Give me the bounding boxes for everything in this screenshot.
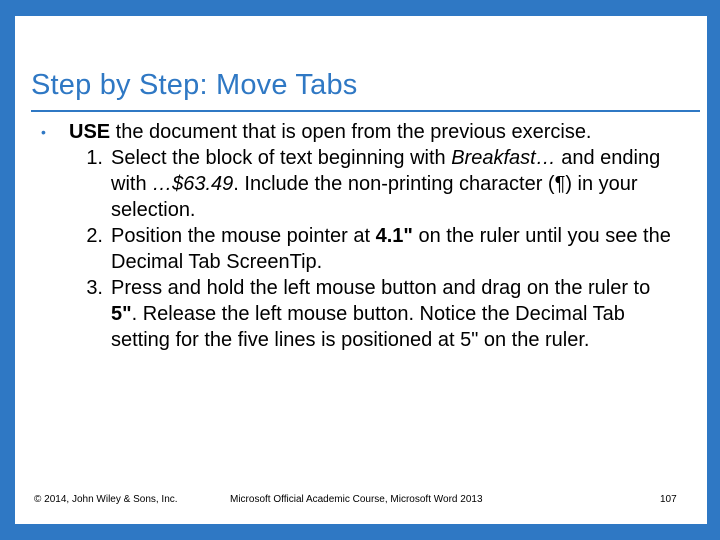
footer-course: Microsoft Official Academic Course, Microsoft Word 2013 <box>230 494 483 505</box>
title-divider <box>31 110 700 112</box>
step-list <box>29 145 679 353</box>
step-text-part: . Release the left mouse button. Notice the Decimal Tab setting for the five lines is positioned at 5" on the ruler. <box>111 303 625 351</box>
step-text-italic: …$63.49 <box>152 173 234 195</box>
step-text-bold: 5" <box>111 303 132 325</box>
step-2 <box>29 223 679 275</box>
intro-bullet <box>29 119 679 145</box>
step-text-italic: Breakfast… <box>451 147 556 169</box>
step-number: 3. <box>86 277 103 299</box>
step-number: 2. <box>86 225 103 247</box>
step-text-part: on the ruler until you see the Decimal Tab ScreenTip. <box>111 225 671 273</box>
intro-bold: USE <box>69 121 111 143</box>
footer-page-number: 107 <box>660 494 677 505</box>
bullet-dot-icon: • <box>41 124 46 140</box>
step-3 <box>29 275 679 353</box>
intro-text <box>69 119 592 145</box>
step-text-part: . Include the non-printing character (¶) in your selection. <box>111 173 638 221</box>
slide-title: Step by Step: Move Tabs <box>31 69 358 101</box>
step-text-part: Position the mouse pointer at <box>111 225 376 247</box>
step-text-bold: 4.1" <box>375 225 413 247</box>
step-text <box>111 275 679 353</box>
footer-copyright: © 2014, John Wiley & Sons, Inc. <box>34 494 178 505</box>
step-number: 1. <box>86 147 103 169</box>
slide-content <box>29 119 679 353</box>
step-text-part: and ending with <box>111 147 661 195</box>
step-text <box>111 223 679 275</box>
intro-rest: the document that is open from the previous exercise. <box>110 121 592 143</box>
slide <box>15 16 707 524</box>
step-text <box>111 145 679 223</box>
step-text-part: Select the block of text beginning with <box>111 147 452 169</box>
step-text-part: Press and hold the left mouse button and drag on the ruler to <box>111 277 651 299</box>
step-1 <box>29 145 679 223</box>
